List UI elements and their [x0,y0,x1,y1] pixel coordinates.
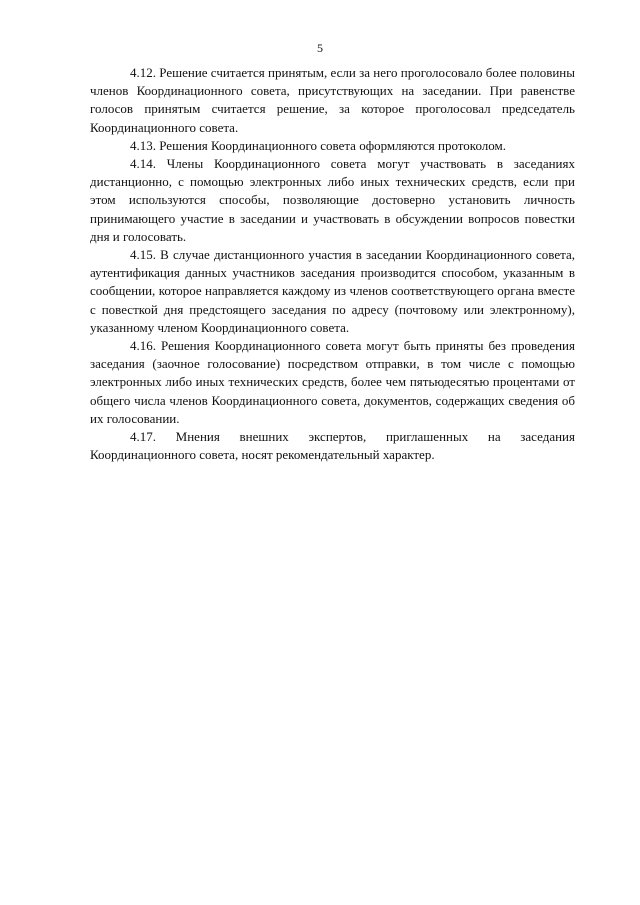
paragraph-4-17: 4.17. Мнения внешних экспертов, приглашенных на заседания Координационного совета, носят рекомендательный характер. [90,429,575,463]
page-number: 5 [317,41,323,55]
document-body [90,64,575,464]
paragraph-4-15: 4.15. В случае дистанционного участия в заседании Координационного совета, аутентификация данных участников заседания производится способом, указанным в сообщении, которое направляется каждому из членов соответствующего органа вместе с повесткой дня предстоящего заседания по адресу (почтовому или электронному), указанному членом Координационного совета. [90,247,575,335]
paragraph-4-16: 4.16. Решения Координационного совета могут быть приняты без проведения заседания (заочное голосование) посредством отправки, в том числе с помощью электронных либо иных технических средств, более чем пятьюдесятью процентами от общего числа членов Координационного совета, документов, содержащих сведения об их голосовании. [90,338,575,426]
paragraph-4-12: 4.12. Решение считается принятым, если за него проголосовало более половины членов Координационного совета, присутствующих на заседании. При равенстве голосов принятым считается решение, за которое проголосовал председатель Координационного совета. [90,65,575,135]
paragraph-4-13: 4.13. Решения Координационного совета оформляются протоколом. [130,137,506,153]
paragraph-4-14: 4.14. Члены Координационного совета могут участвовать в заседаниях дистанционно, с помощью электронных либо иных технических средств, если при этом используются способы, позволяющие достоверно установить личность принимающего участие в заседании и участвовать в обсуждении вопросов повестки дня и голосовать. [90,156,575,244]
